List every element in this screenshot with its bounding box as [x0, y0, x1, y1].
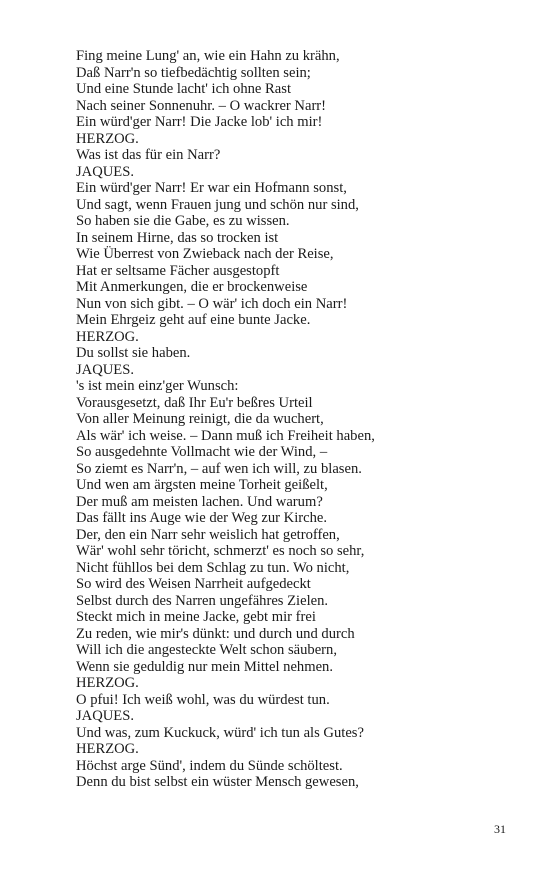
verse-line: Nach seiner Sonnenuhr. – O wackrer Narr! — [76, 97, 327, 114]
verse-line: Denn du bist selbst ein wüster Mensch gewesen, — [76, 774, 359, 790]
verse-line: Zu reden, wie mir's dünkt: und durch und durch — [76, 625, 355, 642]
speaker-name: JAQUES. — [76, 361, 134, 378]
verse-line: So haben sie die Gabe, es zu wissen. — [76, 213, 290, 229]
verse-line: Und sagt, wenn Frauen jung und schön nur sind, — [76, 196, 359, 213]
speaker-name: HERZOG. — [76, 130, 139, 147]
verse-line: Ein würd'ger Narr! Die Jacke lob' ich mir! — [76, 114, 323, 130]
verse-line: Du sollst sie haben. — [76, 345, 191, 361]
verse-line: Und wen am ärgsten meine Torheit geißelt, — [76, 477, 328, 493]
speaker-name: JAQUES. — [76, 163, 134, 180]
verse-line: O pfui! Ich weiß wohl, was du würdest tun. — [76, 691, 330, 708]
verse-line: In seinem Hirne, das so trocken ist — [76, 229, 279, 246]
page-text — [76, 48, 516, 791]
verse-line: Mit Anmerkungen, die er brockenweise — [76, 279, 308, 295]
verse-line: So ziemt es Narr'n, – auf wen ich will, zu blasen. — [76, 460, 362, 477]
verse-line: Nicht fühllos bei dem Schlag zu tun. Wo nicht, — [76, 559, 350, 576]
verse-line: Fing meine Lung' an, wie ein Hahn zu krähn, — [76, 48, 340, 64]
verse-line: Der muß am meisten lachen. Und warum? — [76, 493, 323, 510]
verse-line: Ein würd'ger Narr! Er war ein Hofmann sonst, — [76, 180, 347, 196]
verse-line: Selbst durch des Narren ungefähres Zielen. — [76, 592, 329, 609]
verse-line: Was ist das für ein Narr? — [76, 147, 221, 163]
speaker-name: JAQUES. — [76, 708, 134, 724]
verse-line: Und eine Stunde lacht' ich ohne Rast — [76, 81, 292, 97]
verse-line: Wenn sie geduldig nur mein Mittel nehmen. — [76, 658, 334, 675]
verse-line: Hat er seltsame Fächer ausgestopft — [76, 262, 280, 279]
verse-line: Als wär' ich weise. – Dann muß ich Freiheit haben, — [76, 427, 375, 444]
verse-line: Wär' wohl sehr töricht, schmerzt' es noch so sehr, — [76, 543, 365, 559]
verse-line: Wie Überrest von Zwieback nach der Reise, — [76, 246, 334, 262]
verse-line: Höchst arge Sünd', indem du Sünde schöltest. — [76, 757, 343, 774]
verse-line: So wird des Weisen Narrheit aufgedeckt — [76, 576, 311, 592]
verse-line: Daß Narr'n so tiefbedächtig sollten sein; — [76, 64, 311, 81]
verse-line: Mein Ehrgeiz geht auf eine bunte Jacke. — [76, 312, 311, 328]
verse-line: Und was, zum Kuckuck, würd' ich tun als Gutes? — [76, 724, 364, 741]
speaker-name: HERZOG. — [76, 675, 139, 691]
verse-line: Vorausgesetzt, daß Ihr Eu'r beßres Urteil — [76, 394, 313, 411]
verse-line: Will ich die angesteckte Welt schon säubern, — [76, 642, 337, 658]
verse-line: Von aller Meinung reinigt, die da wuchert, — [76, 411, 324, 427]
verse-line: Der, den ein Narr sehr weislich hat getroffen, — [76, 526, 340, 543]
verse-line: Das fällt ins Auge wie der Weg zur Kirche. — [76, 510, 328, 526]
speaker-name: HERZOG. — [76, 328, 139, 345]
page-number: 31 — [494, 822, 506, 836]
verse-line: Steckt mich in meine Jacke, gebt mir frei — [76, 609, 316, 625]
verse-line: Nun von sich gibt. – O wär' ich doch ein Narr! — [76, 295, 348, 312]
verse-line: 's ist mein einz'ger Wunsch: — [76, 378, 239, 394]
verse-line: So ausgedehnte Vollmacht wie der Wind, – — [76, 444, 328, 460]
speaker-name: HERZOG. — [76, 741, 139, 757]
